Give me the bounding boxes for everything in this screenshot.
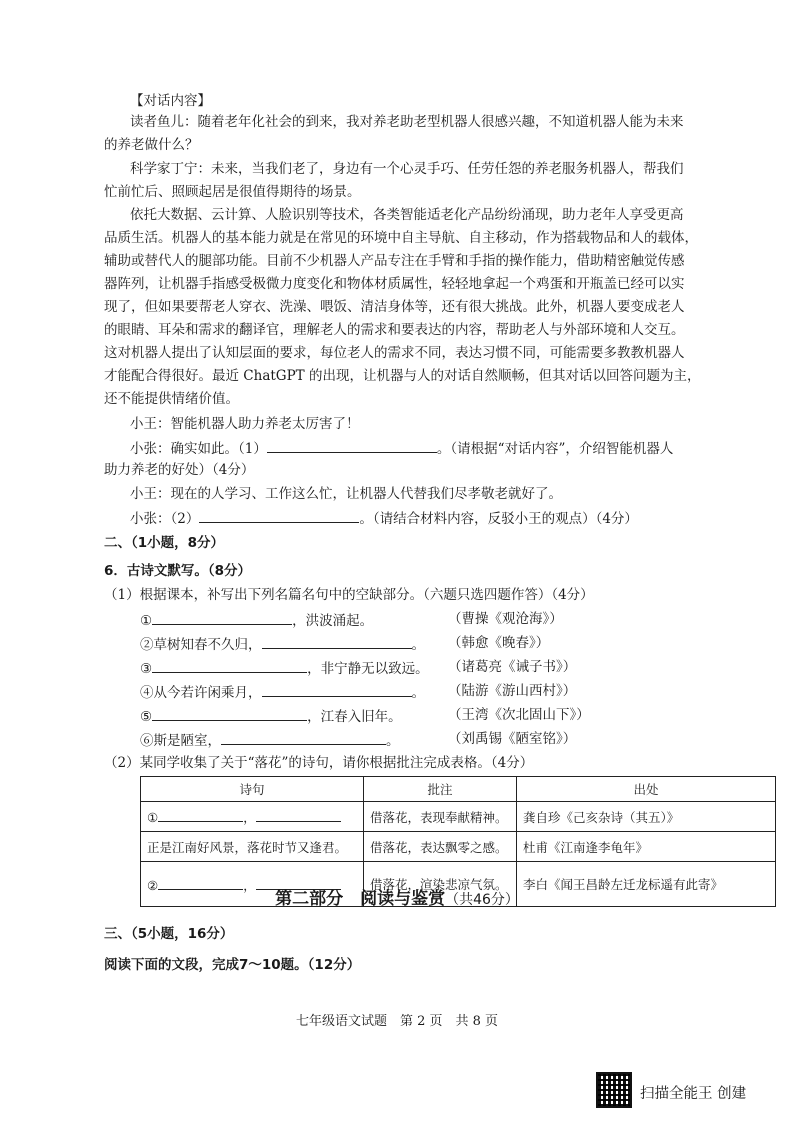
col-header-source: 出处 [517,777,776,802]
answer-blank-2[interactable] [199,508,359,523]
source-cell: 李白《闻王昌龄左迁龙标遥有此寄》 [517,862,776,907]
question-6-2: （2）某同学收集了关于“落花”的诗句，请你根据批注完成表格。（4分） [104,755,534,771]
poem-cell: ② ， [141,862,364,907]
table-row [141,832,776,862]
question-6: 6．古诗文默写。（8分） [104,563,252,579]
dialog-line: 依托大数据、云计算、人脸识别等技术，各类智能适老化产品纷纷涌现，助力老年人享受更高 [130,207,684,223]
question-6-1: （1）根据课本，补写出下列名篇名句中的空缺部分。（六题只选四题作答）（4分） [104,587,594,603]
recite-source: （陆游《游山西村》） [448,683,577,699]
recite-source: （刘禹锡《陋室铭》） [448,731,577,747]
recite-source: （诸葛亮《诫子书》） [448,659,577,675]
section-two-heading: 二、（1小题，8分） [104,535,225,551]
poem-cell: 正是江南好风景，落花时节又逢君。 [141,832,364,862]
source-cell: 杜甫《江南逢李龟年》 [517,832,776,862]
dialog-line: 现了，但如果要帮老人穿衣、洗澡、喂饭、清洁身体等，还有很大挑战。此外，机器人要变成老人 [104,299,685,315]
recite-blank[interactable] [152,706,307,721]
recite-blank[interactable] [152,658,307,673]
dialog-line: 科学家丁宁：未来，当我们老了，身边有一个心灵手巧、任劳任怨的养老服务机器人，帮我们 [130,161,684,177]
dialog-line: 辅助或替代人的腿部功能。目前不少机器人产品专注在手臂和手指的操作能力，借助精密触觉传感 [104,253,685,269]
dialog-line: 才能配合得很好。最近 ChatGPT 的出现，让机器与人的对话自然顺畅，但其对话以回答问题为主， [104,368,701,384]
recite-source: （曹操《观沧海》） [448,611,563,627]
note-cell: 借落花，表现奉献精神。 [364,802,517,832]
note-cell: 借落花，渲染悲凉气氛。 [364,862,517,907]
dialog-line: 这对机器人提出了认知层面的要求，每位老人的需求不同，表达习惯不同，可能需要多教教机器人 [104,345,685,361]
poem-cell: ① ， [141,802,364,832]
recite-item: ③ ，非宁静无以致远。 [140,658,429,678]
poem-blank[interactable] [158,807,243,822]
qr-code-icon [596,1072,632,1108]
dialog-line: 品质生活。机器人的基本能力就是在常见的环境中自主导航、自主移动，作为搭载物品和人的载体， [104,230,698,246]
dialog-line: 读者鱼儿：随着老年化社会的到来，我对养老助老型机器人很感兴趣，不知道机器人能为未来 [130,114,684,130]
dialog-line: 的眼睛、耳朵和需求的翻译官，理解老人的需求和要表达的内容，帮助老人与外部环境和人交互。 [104,322,685,338]
recite-item: ⑥斯是陋室， 。 [140,730,400,750]
recite-source: （韩愈《晚春》） [448,635,550,651]
dialog-line: 器阵列，让机器手指感受极微力度变化和物体材质属性，轻轻地拿起一个鸡蛋和开瓶盖已经可以实 [104,276,685,292]
recite-item: ① ，洪波涌起。 [140,610,373,630]
reading-instruction: 阅读下面的文段，完成7～10题。（12分） [104,957,361,973]
note-cell: 借落花，表达飘零之感。 [364,832,517,862]
recite-blank[interactable] [221,730,386,745]
source-cell: 龚自珍《己亥杂诗（其五）》 [517,802,776,832]
recite-item: ④从今若许闲乘月， 。 [140,682,425,702]
recite-blank[interactable] [262,682,412,697]
dialog-line: 忙前忙后、照顾起居是很值得期待的场景。 [104,184,361,200]
dialog-line: 还不能提供情绪价值。 [104,391,239,407]
recite-item: ②草树知春不久归， 。 [140,634,425,654]
dialog-line: 的养老做什么？ [104,137,199,153]
page-footer: 七年级语文试题 第 2 页 共 8 页 [295,1014,499,1029]
recite-item: ⑤ ，江春入旧年。 [140,706,402,726]
scanner-watermark: 扫描全能王 创建 [640,1086,747,1102]
col-header-note: 批注 [364,777,517,802]
part-two-title: 第二部分 阅读与鉴赏（共46分） [275,889,519,909]
recite-source: （王湾《次北固山下》） [448,707,590,723]
answer-blank-1[interactable] [267,438,437,453]
table-header-row [141,777,776,802]
talk-wang-1: 小王：智能机器人助力养老太厉害了！ [130,416,360,432]
talk-wang-2: 小王：现在的人学习、工作这么忙，让机器人代替我们尽孝敬老就好了。 [130,486,562,502]
dialog-header: 【对话内容】 [130,93,211,109]
col-header-poem: 诗句 [141,777,364,802]
recite-blank[interactable] [262,634,412,649]
talk-zhang-1-cont: 助力养老的好处）（4分） [104,462,255,478]
table-row [141,802,776,832]
poem-blank[interactable] [256,807,341,822]
recite-blank[interactable] [152,610,292,625]
section-three-heading: 三、（5小题，16分） [104,926,234,942]
talk-zhang-2: 小张：（2） 。（请结合材料内容，反驳小王的观点）（4分） [130,508,638,528]
talk-zhang-1: 小张：确实如此。（1） 。（请根据“对话内容”，介绍智能机器人 [130,438,673,458]
